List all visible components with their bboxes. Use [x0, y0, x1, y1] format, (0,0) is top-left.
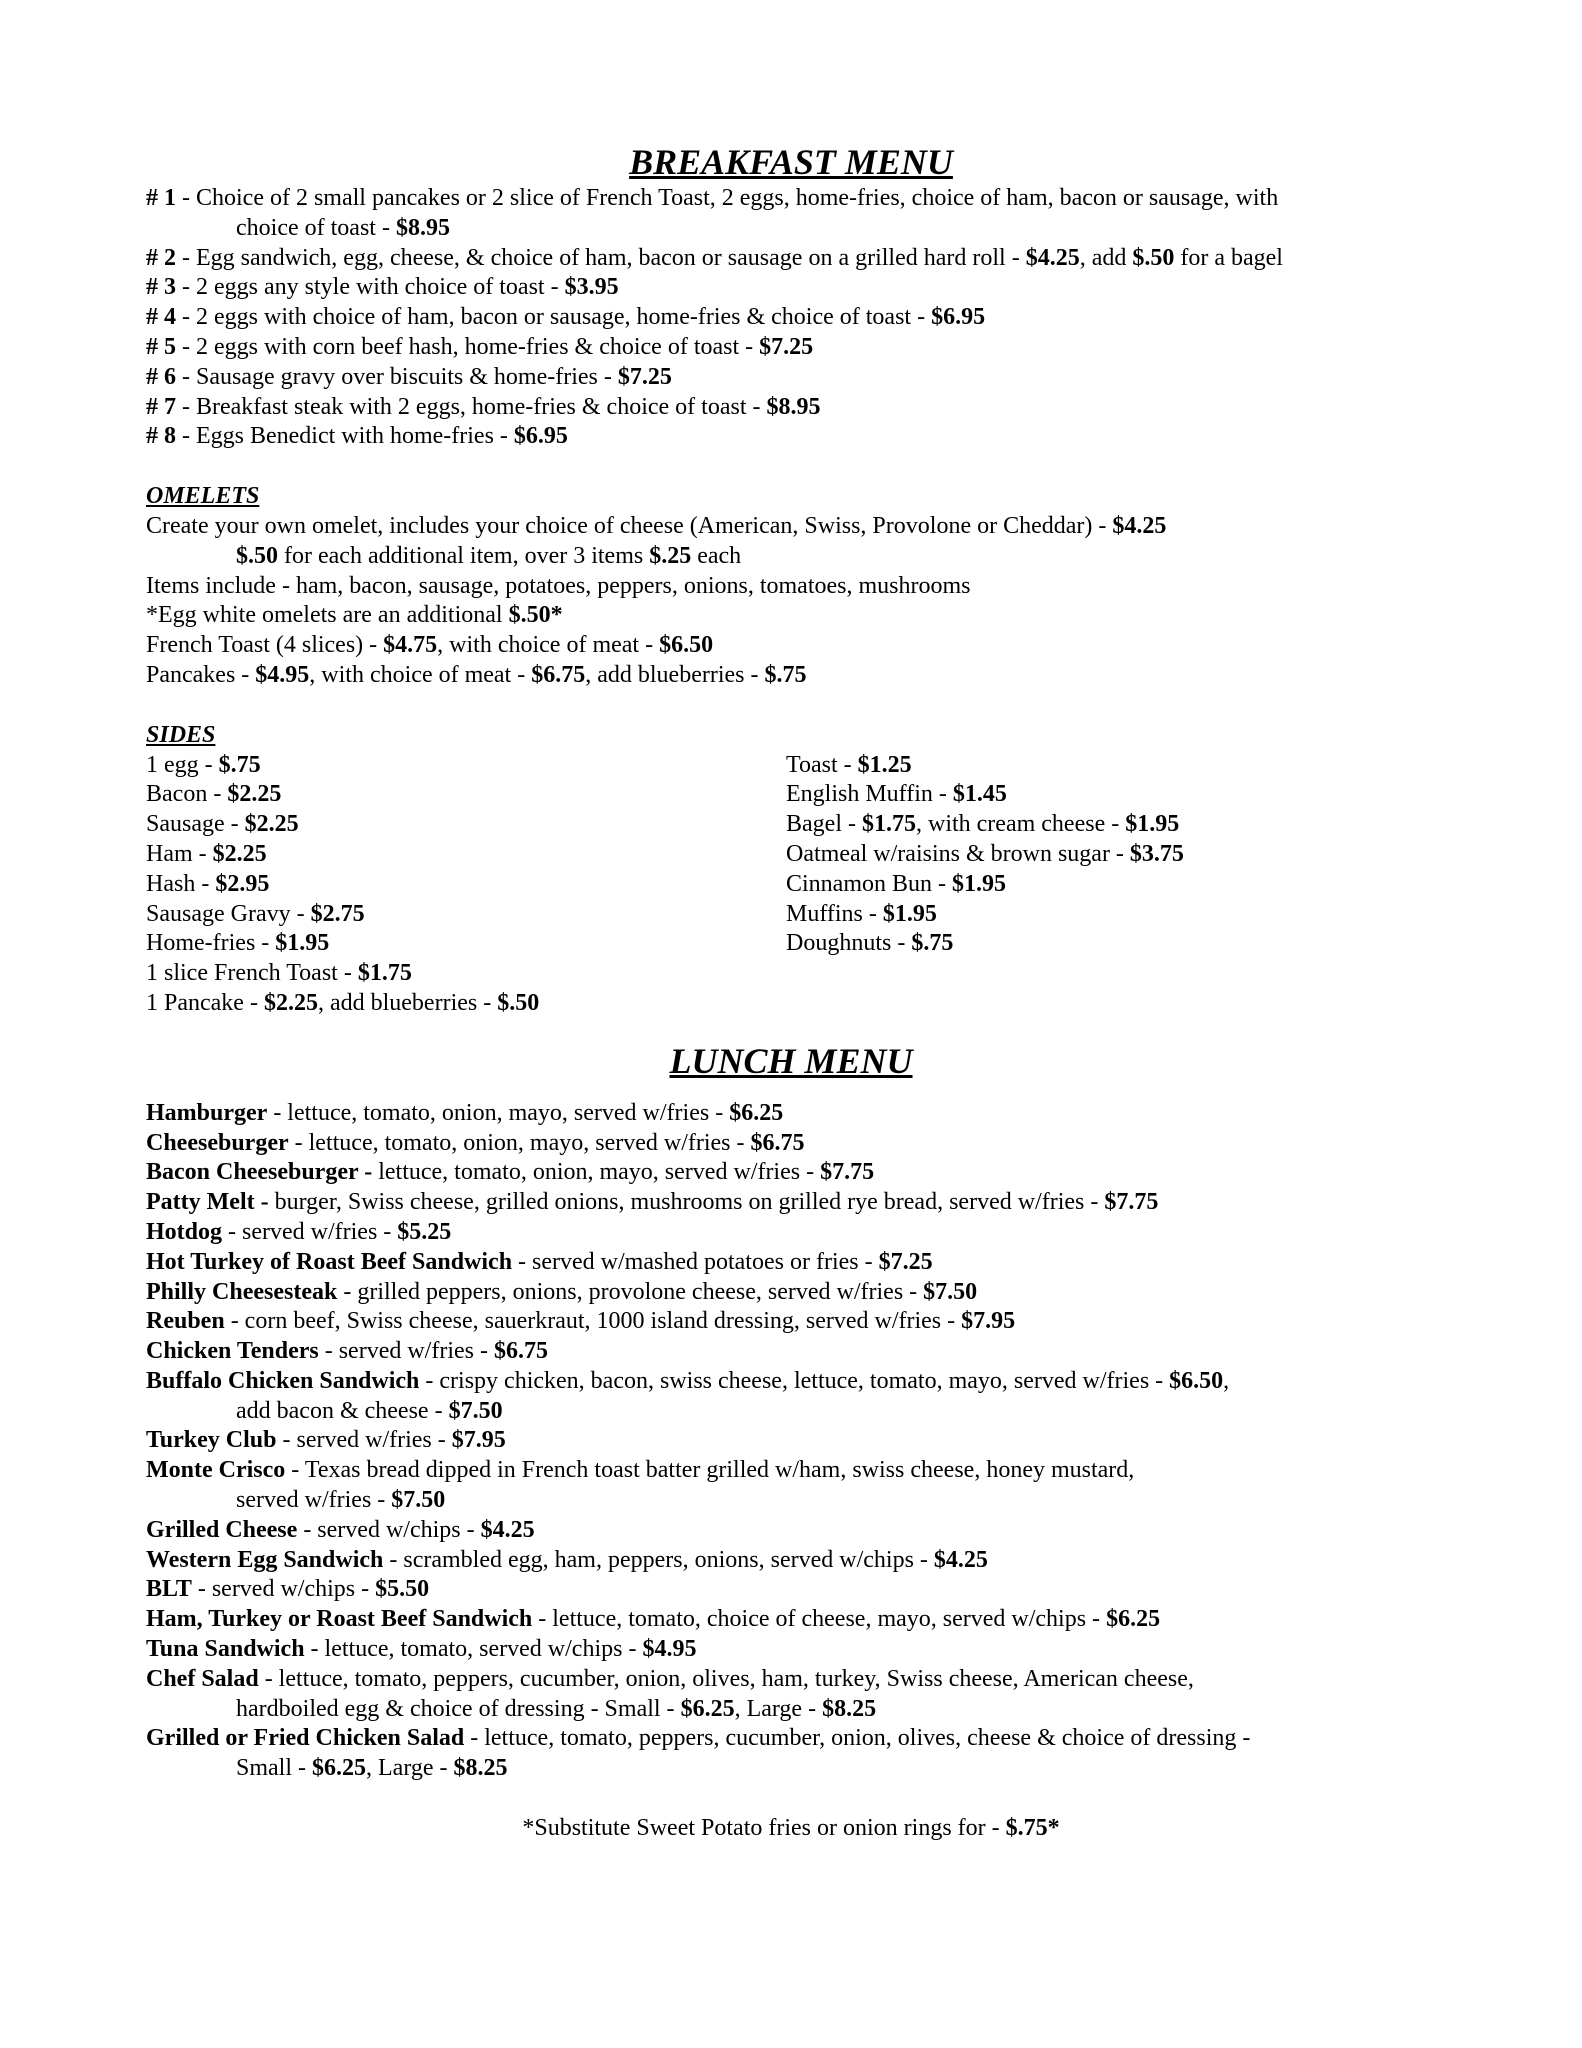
- sides-right-column: [786, 751, 1426, 1019]
- item-number: # 1: [146, 185, 176, 211]
- item-price: $7.25: [617, 363, 672, 390]
- item-number: # 4: [146, 304, 176, 331]
- side-price: $.75: [218, 751, 261, 778]
- item-description: - Eggs Benedict with home-fries -: [176, 423, 514, 450]
- lunch-item-name: Chicken Tenders: [146, 1338, 319, 1365]
- substitute-note: *Substitute Sweet Potato fries or onion rings for - $.75*: [522, 1815, 1060, 1842]
- lunch-item-name: BLT: [146, 1576, 192, 1603]
- lunch-item-price: $8.25: [822, 1695, 877, 1722]
- side-name: 1 egg -: [146, 751, 219, 778]
- lunch-item-continuation: [146, 1397, 1446, 1427]
- lunch-item-description: hardboiled egg & choice of dressing - Small -: [236, 1695, 681, 1722]
- lunch-item-description: lettuce, tomato, onion, mayo, served w/fries -: [372, 1159, 821, 1186]
- breakfast-item: [146, 303, 1446, 333]
- side-item: [146, 959, 786, 989]
- egg-white-line: *Egg white omelets are an additional $.50*: [146, 602, 563, 629]
- lunch-menu-title: LUNCH MENU: [669, 1040, 913, 1081]
- side-price: $.75: [911, 930, 954, 957]
- lunch-item-price: $7.25: [878, 1248, 933, 1275]
- lunch-item-description: - crispy chicken, bacon, swiss cheese, lettuce, tomato, mayo, served w/fries -: [419, 1367, 1170, 1394]
- lunch-item: [146, 1307, 1446, 1337]
- lunch-item-description: - lettuce, tomato, choice of cheese, mayo, served w/chips -: [532, 1606, 1107, 1633]
- lunch-item-description: - served w/fries -: [222, 1218, 398, 1245]
- french-toast-line: French Toast (4 slices) - $4.75, with choice of meat - $6.50: [146, 632, 714, 659]
- side-price: $2.25: [227, 781, 282, 808]
- lunch-item-description: - corn beef, Swiss cheese, sauerkraut, 1000 island dressing, served w/fries -: [224, 1308, 962, 1335]
- sides-left-column: [146, 751, 786, 1019]
- lunch-item: [146, 1516, 1446, 1546]
- lunch-item-price: $7.95: [961, 1308, 1016, 1335]
- lunch-item-price: $4.95: [642, 1636, 697, 1663]
- lunch-item-price: $7.95: [451, 1427, 506, 1454]
- lunch-item-name: Hotdog: [146, 1218, 223, 1245]
- lunch-item-description: - served w/chips -: [297, 1516, 481, 1543]
- lunch-item-description: served w/fries -: [236, 1487, 392, 1514]
- side-item: [146, 840, 786, 870]
- item-description: - Egg sandwich, egg, cheese, & choice of ham, bacon or sausage on a grilled hard roll -: [176, 244, 1026, 271]
- side-price: $2.25: [263, 989, 318, 1016]
- lunch-item-name: Buffalo Chicken Sandwich: [146, 1367, 420, 1394]
- lunch-item-name: Philly Cheesesteak: [146, 1278, 338, 1305]
- item-price: $7.25: [759, 333, 814, 360]
- side-item: [786, 870, 1426, 900]
- lunch-item-description: - Texas bread dipped in French toast batter grilled w/ham, swiss cheese, honey mustard,: [285, 1457, 1135, 1484]
- omelet-items-line: Items include - ham, bacon, sausage, potatoes, peppers, onions, tomatoes, mushrooms: [146, 572, 971, 599]
- lunch-item-name: Chef Salad: [146, 1665, 259, 1692]
- side-price: $2.75: [310, 900, 365, 927]
- lunch-item-description: - lettuce, tomato, onion, mayo, served w/fries -: [288, 1129, 751, 1156]
- lunch-item-description: - lettuce, tomato, onion, mayo, served w/fries -: [267, 1099, 730, 1126]
- item-price: $6.95: [931, 304, 986, 331]
- side-extra: , add blueberries -: [317, 989, 498, 1016]
- item-number: # 2: [146, 244, 176, 271]
- side-item: [786, 780, 1426, 810]
- lunch-item-description: - scrambled egg, ham, peppers, onions, served w/chips -: [383, 1546, 934, 1573]
- sides-heading: SIDES: [146, 721, 216, 748]
- side-name: Hash -: [146, 870, 216, 897]
- side-name: Sausage -: [146, 811, 245, 838]
- side-item: [786, 840, 1426, 870]
- breakfast-item: [146, 273, 1446, 303]
- side-price: $.50: [497, 989, 540, 1016]
- breakfast-item: [146, 333, 1446, 363]
- lunch-item-name: Bacon Cheeseburger -: [146, 1159, 373, 1186]
- menu-page: [146, 140, 1446, 1844]
- side-item: [146, 989, 786, 1019]
- side-name: 1 Pancake -: [146, 989, 264, 1016]
- side-name: Bagel -: [786, 811, 862, 838]
- lunch-item-price: $7.50: [448, 1397, 503, 1424]
- lunch-item-price: $8.25: [453, 1755, 508, 1782]
- item-extra: for a bagel: [1174, 244, 1283, 271]
- lunch-item-price: $4.25: [480, 1516, 535, 1543]
- lunch-item: [146, 1724, 1446, 1754]
- item-description: - 2 eggs any style with choice of toast -: [176, 274, 565, 301]
- lunch-item: [146, 1337, 1446, 1367]
- lunch-item-description: - served w/fries -: [318, 1338, 494, 1365]
- side-name: Sausage Gravy -: [146, 900, 311, 927]
- item-number: # 3: [146, 274, 176, 301]
- omelets-heading: OMELETS: [146, 483, 260, 510]
- side-name: Doughnuts -: [786, 930, 912, 957]
- lunch-item: [146, 1426, 1446, 1456]
- breakfast-menu-title: BREAKFAST MENU: [629, 142, 953, 182]
- side-item: [786, 751, 1426, 781]
- lunch-item-price: $6.25: [312, 1755, 366, 1782]
- lunch-item-price: $6.50: [1169, 1367, 1224, 1394]
- lunch-item: [146, 1605, 1446, 1635]
- side-price: $2.25: [244, 811, 299, 838]
- lunch-item-description: burger, Swiss cheese, grilled onions, mushrooms on grilled rye bread, served w/fries -: [268, 1189, 1105, 1216]
- lunch-item-price: $6.75: [750, 1129, 805, 1156]
- item-description: - 2 eggs with corn beef hash, home-fries & choice of toast -: [176, 333, 760, 360]
- lunch-item-description: - served w/mashed potatoes or fries -: [512, 1248, 879, 1275]
- side-name: Muffins -: [786, 900, 883, 927]
- lunch-item: [146, 1575, 1446, 1605]
- item-number: # 6: [146, 363, 176, 390]
- side-name: English Muffin -: [786, 781, 953, 808]
- side-price: $1.95: [275, 930, 330, 957]
- side-name: Ham -: [146, 840, 213, 867]
- lunch-item: [146, 1367, 1446, 1397]
- side-item: [146, 810, 786, 840]
- lunch-item-price: $5.25: [397, 1218, 452, 1245]
- item-description: - 2 eggs with choice of ham, bacon or sausage, home-fries & choice of toast -: [176, 304, 932, 331]
- item-number: # 8: [146, 423, 176, 450]
- side-item: [786, 929, 1426, 959]
- item-description: - Choice of 2 small pancakes or 2 slice of French Toast, 2 eggs, home-fries, choice of ham, bacon or sausage, with: [176, 185, 1279, 211]
- item-extra: , add: [1079, 244, 1133, 271]
- lunch-item-name: Grilled Cheese: [146, 1516, 298, 1543]
- side-item: [146, 929, 786, 959]
- side-item: [146, 751, 786, 781]
- breakfast-item: [146, 422, 1446, 452]
- lunch-item-name: Tuna Sandwich: [146, 1636, 305, 1663]
- lunch-item-continuation: [146, 1754, 1446, 1784]
- side-name: Toast -: [786, 751, 858, 778]
- lunch-item-description: - grilled peppers, onions, provolone cheese, served w/fries -: [337, 1278, 924, 1305]
- lunch-item-name: Ham, Turkey or Roast Beef Sandwich: [146, 1606, 533, 1633]
- side-price: $1.95: [952, 870, 1006, 897]
- lunch-item-name: Hot Turkey of Roast Beef Sandwich: [146, 1248, 513, 1275]
- item-price: $8.95: [766, 393, 821, 420]
- lunch-item: [146, 1248, 1446, 1278]
- item-price: $6.95: [513, 423, 568, 450]
- lunch-item-name: Turkey Club: [146, 1427, 277, 1454]
- lunch-item: [146, 1635, 1446, 1665]
- side-price: $1.45: [952, 781, 1007, 808]
- side-name: Cinnamon Bun -: [786, 870, 952, 897]
- lunch-item-price: $7.75: [820, 1159, 875, 1186]
- lunch-item-price: $6.75: [493, 1338, 548, 1365]
- lunch-item-price: $6.25: [1106, 1606, 1161, 1633]
- lunch-item-extra: ,: [1223, 1367, 1230, 1394]
- lunch-item-description: - lettuce, tomato, peppers, cucumber, onion, olives, cheese & choice of dressing -: [464, 1725, 1251, 1752]
- lunch-item-name: Reuben: [146, 1308, 225, 1335]
- lunch-item: [146, 1099, 1446, 1129]
- omelet-create-line: Create your own omelet, includes your choice of cheese (American, Swiss, Provolone or Cheddar) - $4.25: [146, 512, 1167, 539]
- lunch-item-price: $7.75: [1104, 1189, 1159, 1216]
- lunch-item-description: - lettuce, tomato, peppers, cucumber, onion, olives, ham, turkey, Swiss cheese, American cheese,: [258, 1665, 1194, 1692]
- breakfast-item: [146, 363, 1446, 393]
- item-number: # 7: [146, 393, 176, 420]
- lunch-item-description: - served w/chips -: [191, 1576, 376, 1603]
- lunch-item: [146, 1129, 1446, 1159]
- side-price: $2.95: [215, 870, 270, 897]
- lunch-item-description: add bacon & cheese -: [236, 1397, 449, 1424]
- side-extra: , with cream cheese -: [915, 811, 1126, 838]
- side-price: $1.75: [861, 811, 916, 838]
- lunch-item-price: $5.50: [375, 1576, 430, 1603]
- side-price: $1.25: [857, 751, 912, 778]
- lunch-item: [146, 1546, 1446, 1576]
- lunch-item: [146, 1456, 1446, 1486]
- lunch-item: [146, 1158, 1446, 1188]
- lunch-item-description: Small -: [236, 1755, 312, 1782]
- lunch-item: [146, 1218, 1446, 1248]
- side-item: [146, 870, 786, 900]
- omelet-additional-line: $.50 for each additional item, over 3 items $.25 each: [236, 542, 742, 569]
- item-description: choice of toast -: [236, 214, 396, 241]
- lunch-item-price: $7.50: [391, 1487, 446, 1514]
- lunch-item-price: $4.25: [933, 1546, 988, 1573]
- side-name: Home-fries -: [146, 930, 276, 957]
- lunch-item-name: Grilled or Fried Chicken Salad: [146, 1725, 465, 1752]
- lunch-item-name: Western Egg Sandwich: [146, 1546, 384, 1573]
- sides-columns: [146, 751, 1446, 1019]
- lunch-item-continuation: [146, 1486, 1446, 1516]
- lunch-item-name: Cheeseburger: [146, 1129, 289, 1156]
- item-description: - Breakfast steak with 2 eggs, home-fries & choice of toast -: [176, 393, 767, 420]
- lunch-item: [146, 1665, 1446, 1695]
- item-price: $8.95: [395, 214, 450, 241]
- side-item: [786, 810, 1426, 840]
- lunch-item-name: Patty Melt -: [146, 1189, 269, 1216]
- breakfast-item: [146, 393, 1446, 423]
- lunch-item: [146, 1278, 1446, 1308]
- breakfast-item: [146, 184, 1446, 214]
- side-item: [146, 900, 786, 930]
- lunch-item-price: $7.50: [923, 1278, 978, 1305]
- side-name: 1 slice French Toast -: [146, 960, 358, 987]
- side-name: Bacon -: [146, 781, 228, 808]
- lunch-item-name: Monte Crisco: [146, 1457, 286, 1484]
- lunch-item-price: $6.25: [680, 1695, 735, 1722]
- breakfast-item: [146, 244, 1446, 274]
- item-price: $3.95: [564, 274, 619, 301]
- lunch-item-extra: , Large -: [734, 1695, 823, 1722]
- lunch-item: [146, 1188, 1446, 1218]
- pancakes-line: Pancakes - $4.95, with choice of meat - $6.75, add blueberries - $.75: [146, 661, 807, 688]
- lunch-item-name: Hamburger: [146, 1099, 268, 1126]
- side-name: Oatmeal w/raisins & brown sugar -: [786, 840, 1130, 867]
- side-price: $3.75: [1129, 840, 1184, 867]
- breakfast-list: [146, 184, 1446, 452]
- item-number: # 5: [146, 333, 176, 360]
- side-item: [146, 780, 786, 810]
- lunch-item-description: - lettuce, tomato, served w/chips -: [304, 1636, 643, 1663]
- item-description: - Sausage gravy over biscuits & home-fries -: [176, 363, 618, 390]
- item-price: $.50: [1132, 244, 1175, 271]
- item-price: $4.25: [1025, 244, 1080, 271]
- lunch-item-extra: , Large -: [366, 1755, 454, 1782]
- lunch-item-description: - served w/fries -: [276, 1427, 452, 1454]
- breakfast-item-continuation: [146, 214, 1446, 244]
- lunch-item-continuation: [146, 1695, 1446, 1725]
- side-price: $2.25: [212, 840, 267, 867]
- lunch-item-price: $6.25: [729, 1099, 784, 1126]
- side-price: $1.75: [357, 960, 412, 987]
- side-price: $1.95: [882, 900, 937, 927]
- side-item: [786, 900, 1426, 930]
- lunch-list: [146, 1099, 1446, 1784]
- side-price: $1.95: [1125, 811, 1180, 838]
